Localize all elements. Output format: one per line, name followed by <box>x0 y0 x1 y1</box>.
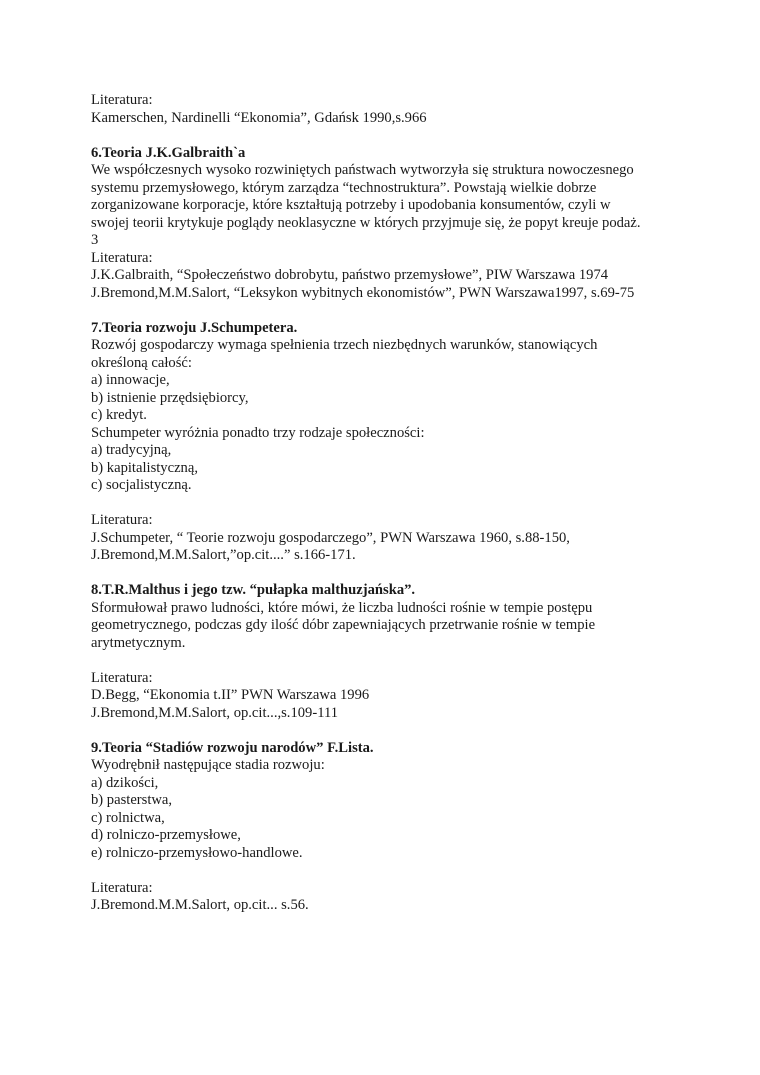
list-item: e) rolniczo-przemysłowo-handlowe. <box>91 844 303 861</box>
paragraph-line: swojej teorii krytykuje poglądy neoklasyczne w których przyjmuje się, że popyt kreuje podaż. <box>91 214 641 231</box>
list-item: d) rolniczo-przemysłowe, <box>91 827 241 843</box>
section-heading-8: 8.T.R.Malthus i jego tzw. “pułapka malthuzjańska”. <box>91 582 416 598</box>
section-heading-9: 9.Teoria “Stadiów rozwoju narodów” F.Lista. <box>91 739 374 756</box>
reference: Kamerschen, Nardinelli “Ekonomia”, Gdańsk 1990,s.966 <box>91 109 427 126</box>
list-item: b) kapitalistyczną, <box>91 459 198 476</box>
document-content <box>91 92 681 915</box>
paragraph-line: zorganizowane korporacje, które kształtują potrzeby i upodobania konsumentów, czyli w <box>91 197 611 213</box>
reference: J.Bremond,M.M.Salort,”op.cit....” s.166-171. <box>91 547 356 563</box>
literature-label: Literatura: <box>91 879 153 896</box>
literature-label: Literatura: <box>91 669 153 686</box>
reference: J.Bremond,M.M.Salort, “Leksykon wybitnych ekonomistów”, PWN Warszawa1997, s.69-75 <box>91 284 635 301</box>
paragraph-line: geometrycznego, podczas gdy ilość dóbr zapewniających przetrwanie rośnie w tempie <box>91 617 596 633</box>
list-item: b) pasterstwa, <box>91 792 173 808</box>
list-item: c) kredyt. <box>91 407 147 423</box>
list-item: c) socjalistyczną. <box>91 477 192 493</box>
reference: J.Bremond.M.M.Salort, op.cit... s.56. <box>91 897 309 913</box>
paragraph-line: We współczesnych wysoko rozwiniętych państwach wytworzyła się struktura nowoczesnego <box>91 162 634 178</box>
literature-label: Literatura: <box>91 92 153 108</box>
section-heading-7: 7.Teoria rozwoju J.Schumpetera. <box>91 319 298 336</box>
footnote-number: 3 <box>91 232 99 248</box>
paragraph-line: arytmetycznym. <box>91 634 186 651</box>
literature-label: Literatura: <box>91 249 153 266</box>
list-item: a) innowacje, <box>91 372 170 388</box>
reference: J.Bremond,M.M.Salort, op.cit...,s.109-111 <box>91 704 339 721</box>
paragraph-line: Rozwój gospodarczy wymaga spełnienia trzech niezbędnych warunków, stanowiących <box>91 337 598 353</box>
paragraph-line: Wyodrębnił następujące stadia rozwoju: <box>91 757 325 773</box>
paragraph-line: Sformułował prawo ludności, które mówi, że liczba ludności rośnie w tempie postępu <box>91 599 593 616</box>
list-item: a) dzikości, <box>91 774 159 791</box>
list-item: c) rolnictwa, <box>91 809 165 826</box>
paragraph-line: Schumpeter wyróżnia ponadto trzy rodzaje społeczności: <box>91 424 425 441</box>
reference: J.K.Galbraith, “Społeczeństwo dobrobytu, państwo przemysłowe”, PIW Warszawa 1974 <box>91 267 609 283</box>
paragraph-line: systemu przemysłowego, którym zarządza “technostruktura”. Powstają wielkie dobrze <box>91 179 597 196</box>
literature-label: Literatura: <box>91 512 153 528</box>
list-item: b) istnienie przędsiębiorcy, <box>91 389 249 406</box>
list-item: a) tradycyjną, <box>91 442 172 458</box>
reference: D.Begg, “Ekonomia t.II” PWN Warszawa 1996 <box>91 687 370 703</box>
reference: J.Schumpeter, “ Teorie rozwoju gospodarczego”, PWN Warszawa 1960, s.88-150, <box>91 529 570 546</box>
paragraph-line: określoną całość: <box>91 354 192 371</box>
section-heading-6: 6.Teoria J.K.Galbraith`a <box>91 144 246 161</box>
